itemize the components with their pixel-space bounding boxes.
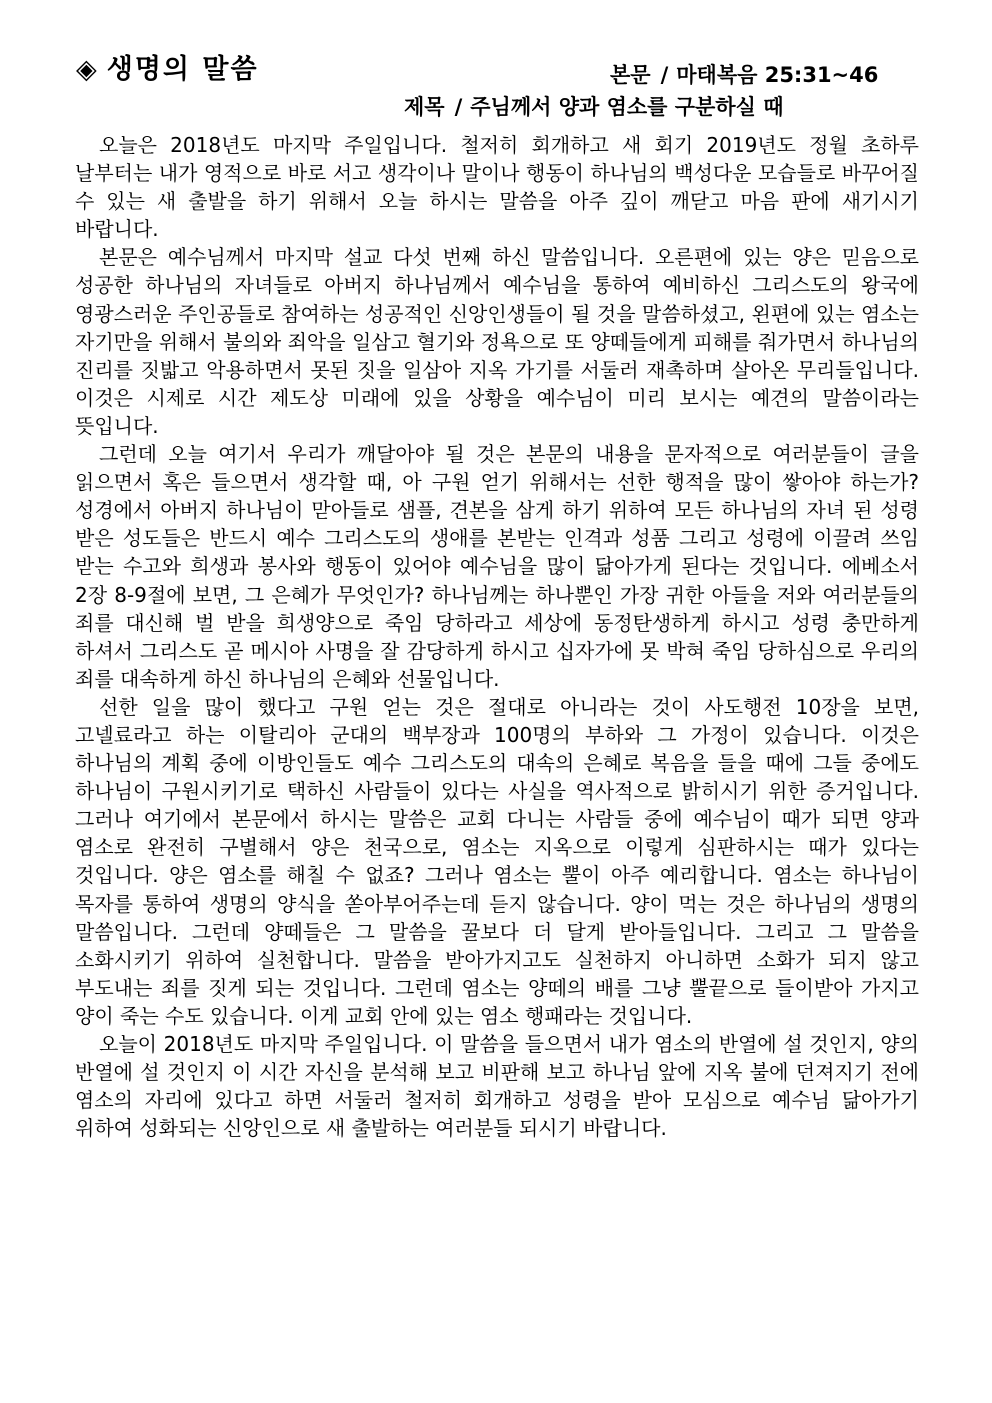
sermon-paragraph: 오늘은 2018년도 마지막 주일입니다. 철저히 회개하고 새 회기 2019년도 정월 초하루 날부터는 내가 영적으로 바로 서고 생각이나 말이나 행동이 하나님의 백성다운 모습들로 바꾸어질 수 있는 새 출발을 하기 위해서 오늘 하시는 말씀을 아주 깊이 깨닫고 마음 판에 새기시기 바랍니다. — [75, 133, 919, 242]
sermon-paragraph: 그런데 오늘 여기서 우리가 깨달아야 될 것은 본문의 내용을 문자적으로 여러분들이 글을 읽으면서 혹은 들으면서 생각할 때, 아 구원 얻기 위해서는 선한 행적을 많이 쌓아야 하는가? 성경에서 아버지 하나님이 맏아들로 샘플, 견본을 삼게 하기 위하여 모든 하나님의 자녀 된 성령 받은 성도들은 반드시 예수 그리스도의 생애를 본받는 인격과 성품 그리고 성령에 이끌려 쓰임 받는 수고와 희생과 봉사와 행동이 있어야 예수님을 많이 닮아가게 된다는 것입니다. 에베소서 2장 8-9절에 보면, 그 은혜가 무엇인가? 하나님께는 하나뿐인 가장 귀한 아들을 저와 여러분들의 죄를 대신해 벌 받을 희생양으로 죽임 당하라고 세상에 동정탄생하게 하시고 성령 충만하게 하셔서 그리스도 곧 메시아 사명을 잘 감당하게 하시고 십자가에 못 박혀 죽임 당하심으로 우리의 죄를 대속하게 하신 하나님의 은혜와 선물입니다. — [75, 442, 919, 691]
passage-text: 마태복음 25:31~46 — [676, 63, 879, 87]
sermon-paragraph: 선한 일을 많이 했다고 구원 얻는 것은 절대로 아니라는 것이 사도행전 10장을 보면, 고넬료라고 하는 이탈리아 군대의 백부장과 100명의 부하와 그 가정이 있습니다. 이것은 하나님의 계획 중에 이방인들도 예수 그리스도의 대속의 은혜로 복음을 들을 때에 그들 중에도 하나님이 구원시키기로 택하신 사람들이 있다는 사실을 역사적으로 밝히시기 위한 증거입니다. 그러나 여기에서 본문에서 하시는 말씀은 교회 다니는 사람들 중에 예수님이 때가 되면 양과 염소로 완전히 구별해서 양은 천국으로, 염소는 지옥으로 이렇게 심판하시는 때가 있다는 것입니다. 양은 염소를 해칠 수 없죠? 그러나 염소는 뿔이 아주 예리합니다. 염소는 하나님이 목자를 통하여 생명의 양식을 쏟아부어주는데 듣지 않습니다. 양이 먹는 것은 하나님의 생명의 말씀입니다. 그런데 양떼들은 그 말씀을 꿀보다 더 달게 받아들입니다. 그리고 그 말씀을 소화시키기 위하여 실천합니다. 말씀을 받아가지고도 실천하지 아니하면 소화가 되지 않고 부도내는 죄를 짓게 되는 것입니다. 그런데 염소는 양떼의 배를 그냥 뿔끝으로 들이받아 가지고 양이 죽는 수도 있습니다. 이게 교회 안에 있는 염소 행패라는 것입니다. — [75, 694, 919, 1028]
diamond-bullet-icon: ◈ — [76, 54, 99, 85]
sermon-paragraph: 본문은 예수님께서 마지막 설교 다섯 번째 하신 말씀입니다. 오른편에 있는 양은 믿음으로 성공한 하나님의 자녀들로 아버지 하나님께서 예수님을 통하여 예비하신 그리스도의 왕국에 영광스러운 주인공들로 참여하는 성공적인 신앙인생들이 될 것을 말씀하셨고, 왼편에 있는 염소는 자기만을 위해서 불의와 죄악을 일삼고 혈기와 정욕으로 또 양떼들에게 피해를 줘가면서 하나님의 진리를 짓밟고 악용하면서 못된 짓을 일삼아 지옥 가기를 서둘러 재촉하며 살아온 무리들입니다. 이것은 시제로 시간 제도상 미래에 있을 상황을 예수님이 미리 보시는 예견의 말씀이라는 뜻입니다. — [75, 245, 919, 438]
subject-label: 제목 — [404, 95, 445, 119]
scripture-reference — [610, 60, 878, 90]
subject-separator: / — [454, 95, 463, 119]
sermon-paragraph: 오늘이 2018년도 마지막 주일입니다. 이 말씀을 들으면서 내가 염소의 반열에 설 것인지, 양의 반열에 설 것인지 이 시간 자신을 분석해 보고 비판해 보고 하나님 앞에 지옥 불에 던져지기 전에 염소의 자리에 있다고 하면 서둘러 철저히 회개하고 성령을 받아 모심으로 예수님 닮아가기 위하여 성화되는 신앙인으로 새 출발하는 여러분들 되시기 바랍니다. — [75, 1032, 919, 1141]
subject-text: 주님께서 양과 염소를 구분하실 때 — [470, 95, 784, 119]
sermon-body — [75, 131, 919, 1142]
section-title — [76, 52, 259, 88]
sermon-subject — [404, 92, 784, 122]
passage-separator: / — [660, 63, 669, 87]
section-title-text: 생명의 말씀 — [106, 54, 259, 85]
passage-label: 본문 — [610, 63, 651, 87]
